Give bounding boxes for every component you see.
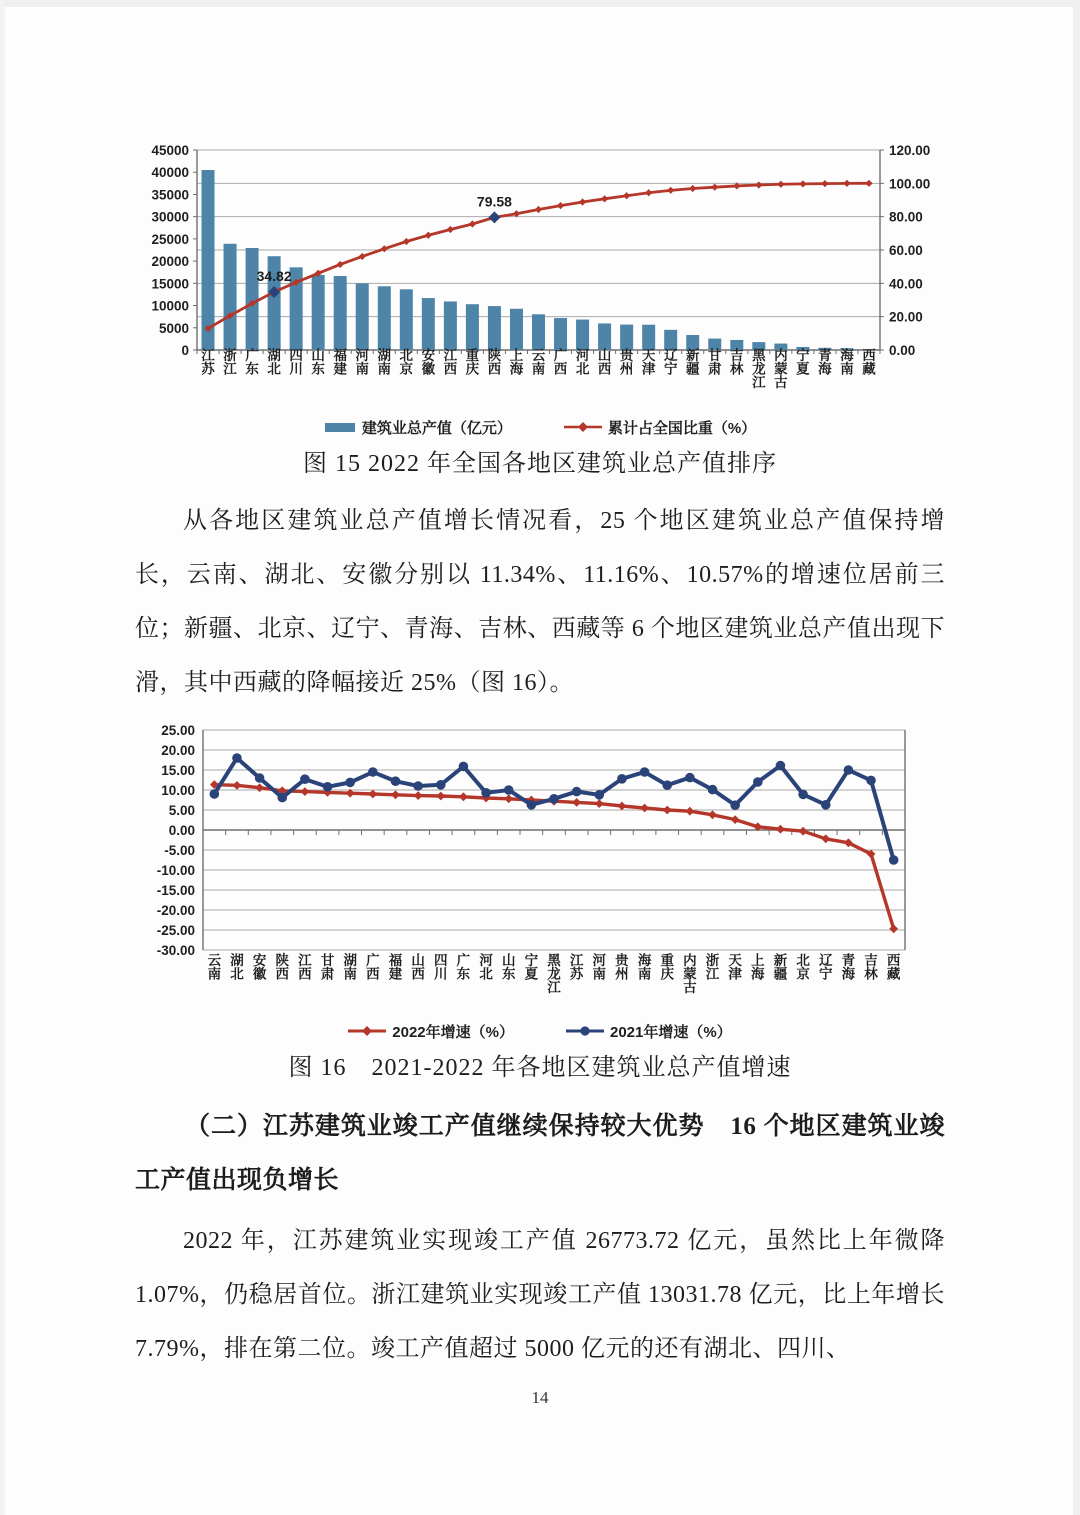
svg-text:34.82: 34.82 [256,267,292,284]
svg-text:35000: 35000 [151,187,189,203]
svg-text:海南: 海南 [840,348,854,377]
svg-text:-5.00: -5.00 [164,843,195,858]
line-diamond-swatch-icon [564,421,602,433]
svg-text:浙江: 浙江 [223,348,237,377]
svg-text:吉林: 吉林 [864,953,878,982]
svg-text:贵州: 贵州 [615,953,629,982]
svg-text:青海: 青海 [841,953,856,982]
legend-label: 2022年增速（%） [392,1023,514,1041]
svg-text:江西: 江西 [298,953,312,982]
legend-label: 建筑业总产值（亿元） [361,419,512,437]
svg-text:山东: 山东 [501,953,516,982]
svg-text:河南: 河南 [355,348,369,377]
svg-text:80.00: 80.00 [889,209,923,225]
svg-text:40000: 40000 [151,165,189,181]
svg-text:河南: 河南 [592,953,607,982]
svg-text:甘肃: 甘肃 [708,348,722,377]
svg-text:上海: 上海 [509,348,524,377]
figure16-chart [135,720,945,1014]
scan-edge-top [0,0,1080,7]
svg-text:20000: 20000 [151,254,189,270]
scan-edge-left [0,0,5,1515]
svg-text:25000: 25000 [151,231,189,247]
svg-text:30000: 30000 [151,209,189,225]
svg-text:海南: 海南 [637,953,652,982]
svg-text:上海: 上海 [751,953,765,982]
svg-text:0.00: 0.00 [889,343,916,358]
legend-item-output-value [324,417,512,438]
svg-text:重庆: 重庆 [465,348,480,377]
svg-text:0: 0 [181,343,189,358]
line-diamond-swatch-icon [348,1025,386,1037]
svg-text:广东: 广东 [245,348,259,377]
svg-text:四川: 四川 [434,953,448,982]
svg-text:湖南: 湖南 [377,348,392,377]
svg-text:江西: 江西 [443,348,458,377]
svg-text:云南: 云南 [531,348,546,377]
figure15-block [135,138,945,480]
svg-text:-20.00: -20.00 [156,903,195,918]
svg-text:江苏: 江苏 [201,348,215,377]
figure15-title: 图 15 2022 年全国各地区建筑业总产值排序 [303,451,777,477]
svg-text:北京: 北京 [796,953,810,982]
svg-text:贵州: 贵州 [619,348,634,377]
paragraph-growth-overview: 从各地区建筑业总产值增长情况看，25 个地区建筑业总产值保持增长，云南、湖北、安徽分别以 11.34%、11.16%、10.57%的增速位居前三位；新疆、北京、辽宁、青海、吉林、西藏等 6 个地区建筑业总产值出现下滑，其中西藏的降幅接近 25%（图 16）。 [135,508,945,696]
paragraph-completed-output: 2022 年，江苏建筑业实现竣工产值 26773.72 亿元，虽然比上年微降 1.07%，仍稳居首位。浙江建筑业实现竣工产值 13031.78 亿元，比上年增长 7.79%，排在第二位。竣工产值超过 5000 亿元的还有湖北、四川、 [135,1228,945,1362]
figure15-legend [135,414,945,440]
svg-text:山东: 山东 [311,348,325,377]
svg-text:40.00: 40.00 [889,276,923,292]
svg-text:10000: 10000 [151,298,189,314]
legend-item-2022-growth [348,1021,514,1042]
svg-text:福建: 福建 [333,348,347,377]
svg-text:-10.00: -10.00 [156,863,195,878]
svg-text:江苏: 江苏 [569,953,584,982]
svg-text:辽宁: 辽宁 [818,953,833,982]
svg-text:60.00: 60.00 [889,243,923,258]
svg-text:吉林: 吉林 [730,348,744,377]
svg-text:安徽: 安徽 [252,953,267,982]
page-content [135,138,945,1376]
svg-text:-25.00: -25.00 [156,923,195,938]
svg-text:西藏: 西藏 [862,348,876,377]
svg-text:新疆: 新疆 [685,348,700,377]
svg-text:内蒙古: 内蒙古 [683,953,697,995]
svg-text:0.00: 0.00 [168,823,195,838]
svg-text:河北: 河北 [479,953,493,982]
svg-text:20.00: 20.00 [161,743,195,758]
svg-text:重庆: 重庆 [660,953,674,982]
svg-text:100.00: 100.00 [889,176,931,192]
svg-text:河北: 河北 [575,348,590,377]
svg-text:黑龙江: 黑龙江 [752,348,766,390]
svg-text:天津: 天津 [641,348,656,377]
svg-text:-15.00: -15.00 [156,883,195,898]
svg-text:山西: 山西 [597,348,612,377]
svg-text:-30.00: -30.00 [156,943,195,958]
svg-text:甘肃: 甘肃 [320,953,335,982]
svg-text:10.00: 10.00 [161,783,195,798]
figure16-title: 图 16 2021-2022 年各地区建筑业总产值增速 [288,1055,792,1081]
svg-text:120.00: 120.00 [889,143,931,158]
svg-text:浙江: 浙江 [705,953,720,982]
svg-text:湖南: 湖南 [343,953,357,982]
svg-text:新疆: 新疆 [773,953,788,982]
svg-text:广东: 广东 [456,953,471,982]
svg-text:青海: 青海 [818,348,832,377]
svg-text:四川: 四川 [289,348,303,377]
svg-text:15000: 15000 [151,276,189,292]
svg-text:黑龙江: 黑龙江 [547,953,561,995]
legend-item-2021-growth [566,1021,732,1042]
svg-text:广西: 广西 [366,953,380,982]
svg-text:79.58: 79.58 [476,193,512,210]
svg-text:15.00: 15.00 [161,763,195,778]
svg-text:25.00: 25.00 [161,723,195,738]
figure16-block [135,720,945,1084]
figure15-chart [135,138,945,410]
svg-text:5.00: 5.00 [168,803,195,818]
svg-text:内蒙古: 内蒙古 [774,348,788,390]
svg-text:宁夏: 宁夏 [524,953,539,982]
section-heading: （二）江苏建筑业竣工产值继续保持较大优势 16 个地区建筑业竣工产值出现负增长 [135,1113,945,1194]
svg-text:辽宁: 辽宁 [663,348,678,377]
figure16-legend [135,1018,945,1044]
svg-text:山西: 山西 [411,953,425,982]
legend-label: 2021年增速（%） [610,1023,732,1041]
svg-text:湖北: 湖北 [230,953,244,982]
svg-text:陕西: 陕西 [487,348,502,377]
svg-text:云南: 云南 [207,953,222,982]
svg-text:福建: 福建 [388,953,403,982]
svg-text:西藏: 西藏 [886,953,901,982]
page-number: 14 [531,1388,549,1407]
svg-text:安徽: 安徽 [421,348,436,377]
legend-item-cumulative-share [564,417,756,438]
svg-text:湖北: 湖北 [267,348,281,377]
legend-label: 累计占全国比重（%） [607,419,757,437]
svg-text:20.00: 20.00 [889,309,923,325]
line-circle-swatch-icon [566,1025,604,1037]
svg-text:陕西: 陕西 [275,953,290,982]
svg-text:45000: 45000 [151,143,189,158]
bar-swatch-icon [324,421,356,433]
svg-text:天津: 天津 [728,953,742,982]
svg-text:5000: 5000 [158,320,189,336]
scan-edge-right [1073,0,1080,1515]
svg-text:北京: 北京 [399,348,414,377]
svg-text:广西: 广西 [553,348,568,377]
svg-text:宁夏: 宁夏 [796,348,810,377]
